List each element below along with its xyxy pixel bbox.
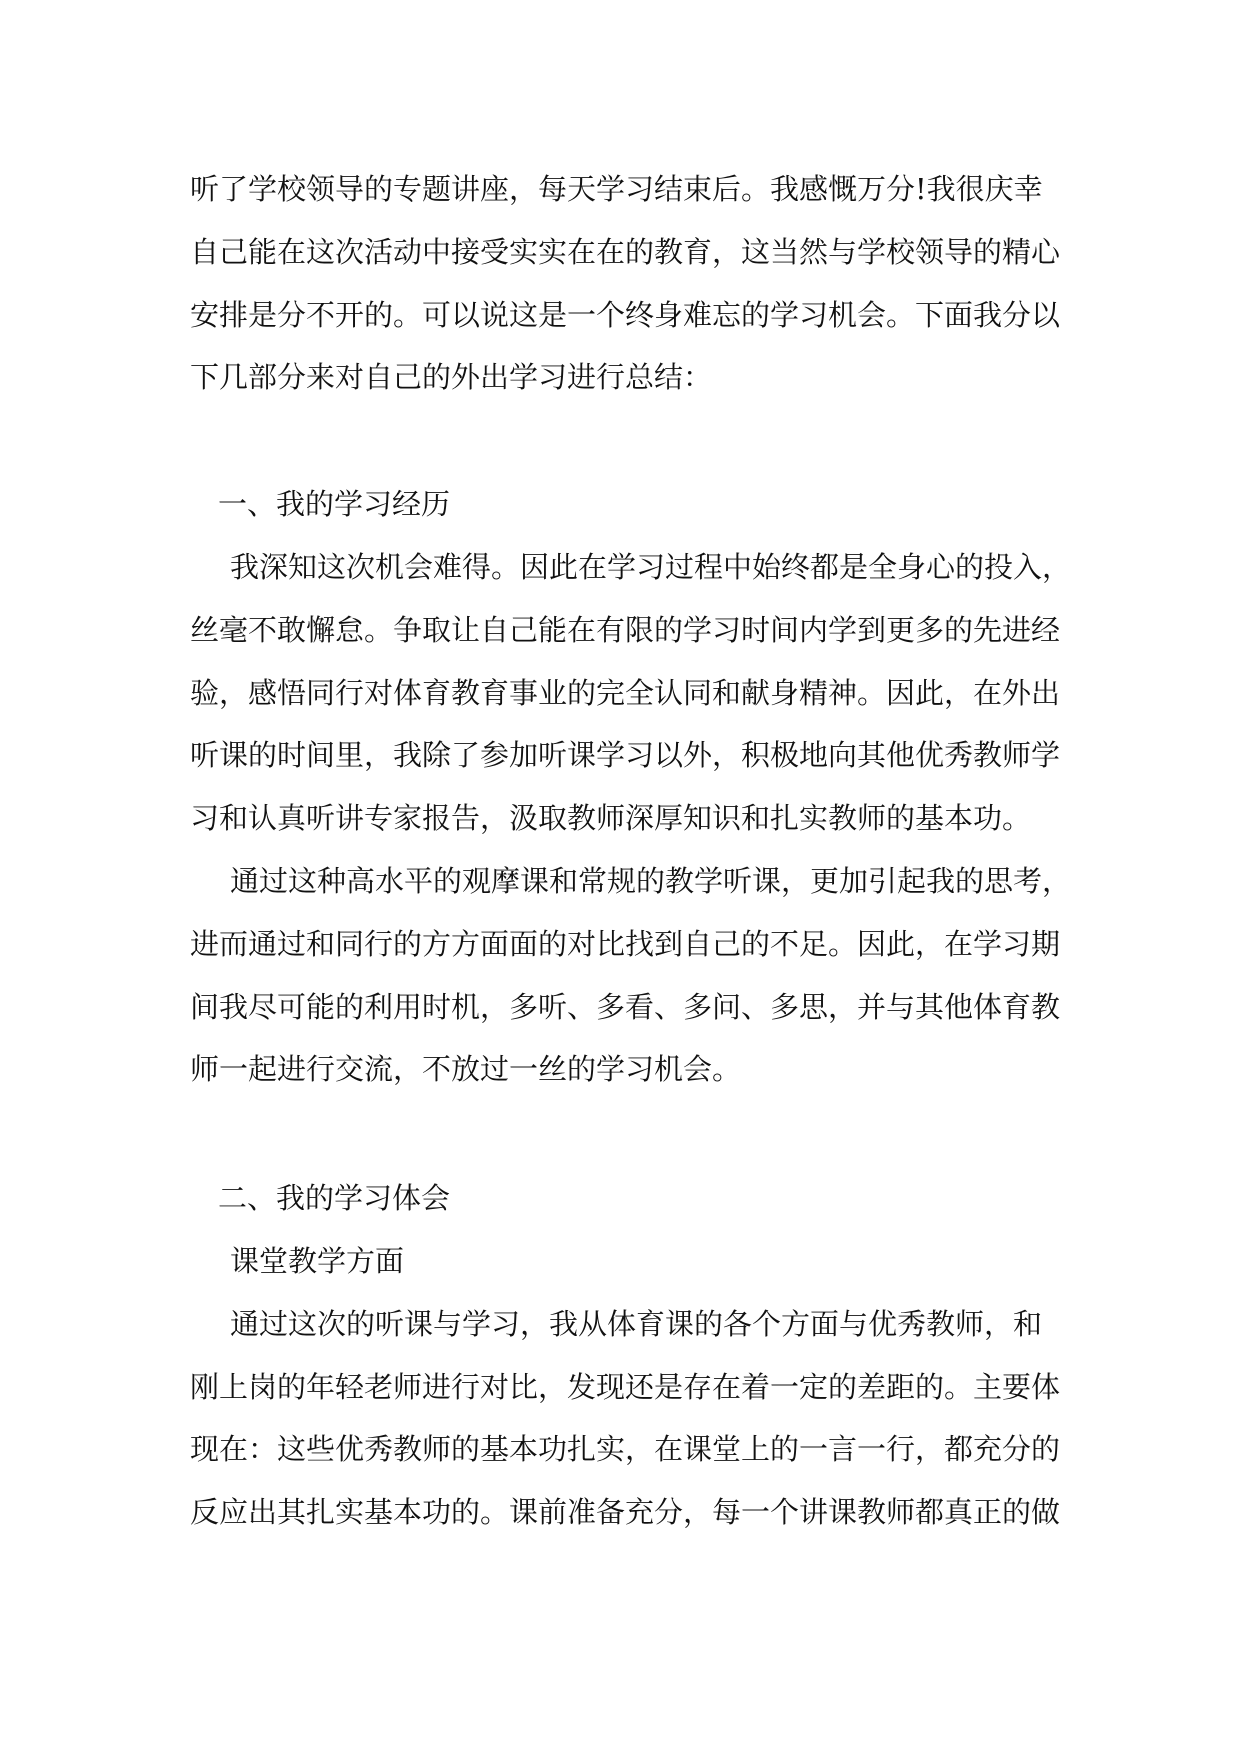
text-line: 现在：这些优秀教师的基本功扎实，在课堂上的一言一行，都充分的 — [190, 1432, 1061, 1467]
text-line: 听了学校领导的专题讲座，每天学习结束后。我感慨万分!我很庆幸 — [190, 172, 1043, 206]
spacer — [190, 1101, 1070, 1167]
intro-paragraph — [190, 158, 1070, 409]
text-line: 习和认真听讲专家报告，汲取教师深厚知识和扎实教师的基本功。 — [190, 801, 1032, 836]
section-heading: 一、我的学习经历 — [218, 487, 451, 522]
section-heading: 二、我的学习体会 — [218, 1181, 451, 1216]
section-1-paragraph-1 — [190, 536, 1070, 850]
document-body — [190, 158, 1070, 1544]
text-line: 自己能在这次活动中接受实实在在的教育，这当然与学校领导的精心 — [190, 234, 1061, 269]
sub-heading: 课堂教学方面 — [230, 1243, 405, 1278]
text-line: 间我尽可能的利用时机，多听、多看、多问、多思，并与其他体育教 — [190, 989, 1061, 1024]
section-2-paragraph-1 — [190, 1293, 1070, 1544]
text-line: 我深知这次机会难得。因此在学习过程中始终都是全身心的投入， — [230, 549, 1072, 584]
text-line: 师一起进行交流，不放过一丝的学习机会。 — [190, 1052, 742, 1087]
text-line: 听课的时间里，我除了参加听课学习以外，积极地向其他优秀教师学 — [190, 738, 1061, 773]
text-line: 通过这种高水平的观摩课和常规的教学听课，更加引起我的思考， — [230, 863, 1072, 898]
text-line: 进而通过和同行的方方面面的对比找到自己的不足。因此，在学习期 — [190, 926, 1061, 961]
text-line: 验，感悟同行对体育教育事业的完全认同和献身精神。因此，在外出 — [190, 675, 1061, 710]
text-line: 反应出其扎实基本功的。课前准备充分，每一个讲课教师都真正的做 — [190, 1495, 1061, 1530]
text-line: 刚上岗的年轻老师进行对比，发现还是存在着一定的差距的。主要体 — [190, 1369, 1061, 1404]
section-1-paragraph-2 — [190, 850, 1070, 1101]
section-2 — [190, 1167, 1070, 1544]
section-1 — [190, 473, 1070, 1101]
text-line: 通过这次的听课与学习，我从体育课的各个方面与优秀教师，和 — [230, 1306, 1043, 1341]
text-line: 安排是分不开的。可以说这是一个终身难忘的学习机会。下面我分以 — [190, 297, 1061, 332]
text-line: 下几部分来对自己的外出学习进行总结： — [190, 360, 713, 395]
text-line: 丝毫不敢懈怠。争取让自己能在有限的学习时间内学到更多的先进经 — [190, 612, 1061, 647]
spacer — [190, 409, 1070, 473]
